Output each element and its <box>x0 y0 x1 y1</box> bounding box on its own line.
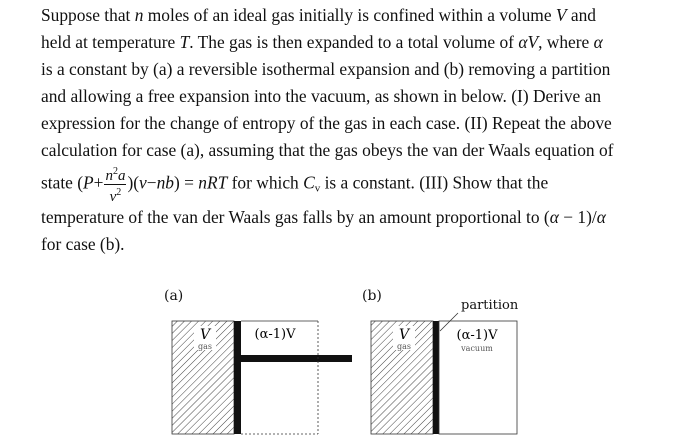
problem-text <box>41 2 663 258</box>
figure <box>0 286 700 436</box>
gas-word-a: gas <box>198 342 212 351</box>
text-line-8: temperature of the van der Waals gas falls by an amount proportional to (α − 1)/α <box>41 207 606 227</box>
gas-word-b: gas <box>397 342 411 351</box>
text-line-7: state (P+ $\frac{n^2a}{v^2}$ )(v−nb) = nRT for which $C_v$ is a constant. (III) Show that the <box>41 166 549 205</box>
text-line-5: expression for the change of entropy of the gas in each case. (II) Repeat the above <box>41 113 612 133</box>
gas-volume-b: V <box>398 327 410 343</box>
partition-wall-b <box>433 321 439 434</box>
figure-b-label: (b) <box>362 288 382 304</box>
text-line-4: and allowing a free expansion into the vacuum, as shown in below. (I) Derive an <box>41 86 602 106</box>
figure-b <box>371 313 517 434</box>
partition-arrow <box>440 313 458 331</box>
text-line-6: calculation for case (a), assuming that the gas obeys the van der Waals equation of <box>41 140 614 160</box>
text-line-9: for case (b). <box>41 234 125 254</box>
text-line-1: Suppose that n moles of an ideal gas initially is confined within a volume V and <box>41 5 596 25</box>
figure-a <box>172 321 352 434</box>
expanded-volume-b: (α-1)V <box>456 328 498 343</box>
text-line-2: held at temperature T. The gas is then expanded to a total volume of αV, where α <box>41 32 603 52</box>
gas-volume-a: V <box>199 327 211 343</box>
fraction: $\frac{n^2a}{v^2}$ <box>105 166 126 205</box>
partition-label: partition <box>461 298 519 313</box>
piston-rod-a <box>234 321 241 434</box>
figure-a-label: (a) <box>164 288 184 304</box>
vacuum-word: vacuum <box>461 344 493 353</box>
expansion-diagram <box>0 286 700 436</box>
piston-handle-a <box>234 355 352 362</box>
text-line-3: is a constant by (a) a reversible isothermal expansion and (b) removing a partition <box>41 59 611 79</box>
expanded-volume-a: (α-1)V <box>254 327 296 342</box>
